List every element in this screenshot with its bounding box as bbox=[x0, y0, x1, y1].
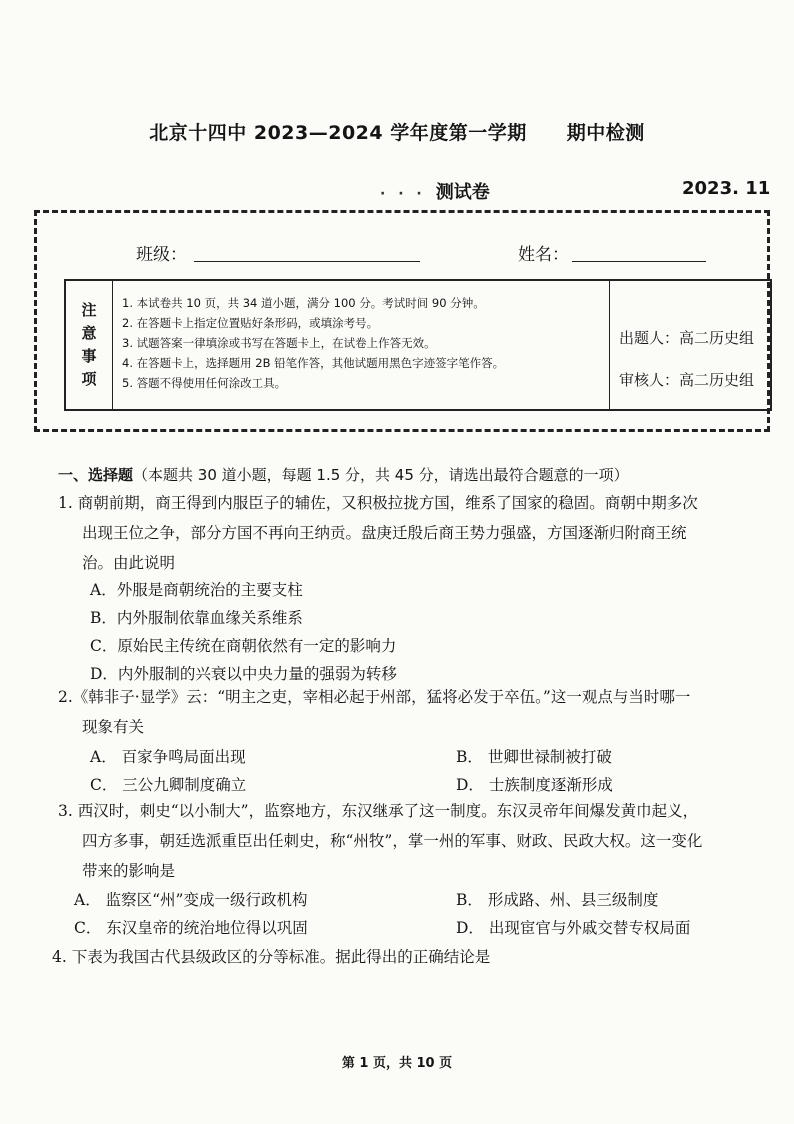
notice-item: 5. 答题不得使用任何涂改工具。 bbox=[122, 376, 287, 390]
notice-staff bbox=[619, 317, 769, 401]
question-2-option-b[interactable]: B． 世卿世禄制被打破 bbox=[456, 748, 612, 766]
notice-char: 事 bbox=[81, 347, 97, 365]
exam-subtitle bbox=[380, 178, 490, 204]
notice-item: 1. 本试卷共 10 页，共 34 道小题，满分 100 分。考试时间 90 分钟。 bbox=[122, 296, 485, 310]
name-input-line[interactable] bbox=[572, 260, 706, 262]
notice-char: 注 bbox=[81, 301, 97, 319]
notice-char: 项 bbox=[81, 370, 97, 388]
subtitle-smudge: · · · bbox=[380, 186, 426, 202]
question-1-option-b[interactable]: B．内外服制依靠血缘关系维系 bbox=[90, 609, 303, 627]
question-3-option-d[interactable]: D． 出现宦官与外戚交替专权局面 bbox=[456, 919, 691, 937]
question-3-line-2: 四方多事，朝廷选派重臣出任刺史，称“州牧”，掌一州的军事、财政、民政大权。这一变化 bbox=[82, 832, 703, 850]
class-label: 班级： bbox=[136, 245, 187, 265]
question-1-line-3: 治。由此说明 bbox=[82, 554, 176, 572]
question-2-option-a[interactable]: A． 百家争鸣局面出现 bbox=[90, 748, 246, 766]
question-1-option-c[interactable]: C．原始民主传统在商朝依然有一定的影响力 bbox=[90, 637, 397, 655]
section-heading bbox=[58, 464, 629, 485]
question-1-line-2: 出现王位之争，部分方国不再向王纳贡。盘庚迁殷后商王势力强盛，方国逐渐归附商王统 bbox=[82, 524, 687, 542]
notice-item: 2. 在答题卡上指定位置贴好条形码，或填涂考号。 bbox=[122, 316, 379, 330]
notice-item: 3. 试题答案一律填涂或书写在答题卡上，在试卷上作答无效。 bbox=[122, 336, 436, 350]
question-1-option-a[interactable]: A．外服是商朝统治的主要支柱 bbox=[90, 581, 303, 599]
exam-title bbox=[0, 118, 794, 145]
title-exam: 期中检测 bbox=[566, 122, 645, 144]
name-label: 姓名： bbox=[518, 245, 569, 265]
question-3-line-3: 带来的影响是 bbox=[82, 862, 176, 880]
question-4-line-1: 4. 下表为我国古代县级政区的分等标准。据此得出的正确结论是 bbox=[52, 948, 491, 966]
notice-side-label bbox=[66, 281, 113, 409]
reviewer-text: 审核人：高二历史组 bbox=[619, 371, 755, 389]
question-2-option-d[interactable]: D． 士族制度逐渐形成 bbox=[456, 776, 613, 794]
notice-item: 4. 在答题卡上，选择题用 2B 铅笔作答，其他试题用黑色字迹签字笔作答。 bbox=[122, 356, 505, 370]
notice-table bbox=[64, 279, 772, 411]
subtitle-text: 测试卷 bbox=[435, 182, 490, 203]
question-3-option-c[interactable]: C． 东汉皇帝的统治地位得以巩固 bbox=[74, 919, 308, 937]
question-3-option-a[interactable]: A． 监察区“州”变成一级行政机构 bbox=[74, 891, 308, 909]
exam-date: 2023. 11 bbox=[682, 178, 771, 199]
notice-items bbox=[122, 293, 602, 393]
notice-divider bbox=[609, 281, 610, 409]
title-school: 北京十四中 2023—2024 学年度第一学期 bbox=[149, 122, 527, 144]
notice-char: 意 bbox=[81, 324, 97, 342]
question-2-option-c[interactable]: C． 三公九卿制度确立 bbox=[90, 776, 247, 794]
class-input-line[interactable] bbox=[194, 260, 420, 262]
section-title: 一、选择题 bbox=[58, 466, 134, 484]
question-3-option-b[interactable]: B． 形成路、州、县三级制度 bbox=[456, 891, 659, 909]
setter-text: 出题人：高二历史组 bbox=[619, 329, 755, 347]
question-3-line-1: 3. 西汉时，刺史“以小制大”，监察地方，东汉继承了这一制度。东汉灵帝年间爆发黄巾起义， bbox=[58, 802, 699, 820]
question-1-option-d[interactable]: D．内外服制的兴衰以中央力量的强弱为转移 bbox=[90, 665, 397, 683]
question-1-line-1: 1. 商朝前期，商王得到内服臣子的辅佐，又积极拉拢方国，维系了国家的稳固。商朝中期多次 bbox=[58, 494, 698, 512]
question-2-line-2: 现象有关 bbox=[82, 718, 145, 736]
page-footer: 第 1 页，共 10 页 bbox=[341, 1056, 453, 1071]
section-instruction: （本题共 30 道小题，每题 1.5 分，共 45 分，请选出最符合题意的一项） bbox=[133, 466, 629, 484]
question-2-line-1: 2.《韩非子·显学》云：“明主之吏，宰相必起于州部，猛将必发于卒伍。”这一观点与当时哪一 bbox=[58, 688, 691, 706]
